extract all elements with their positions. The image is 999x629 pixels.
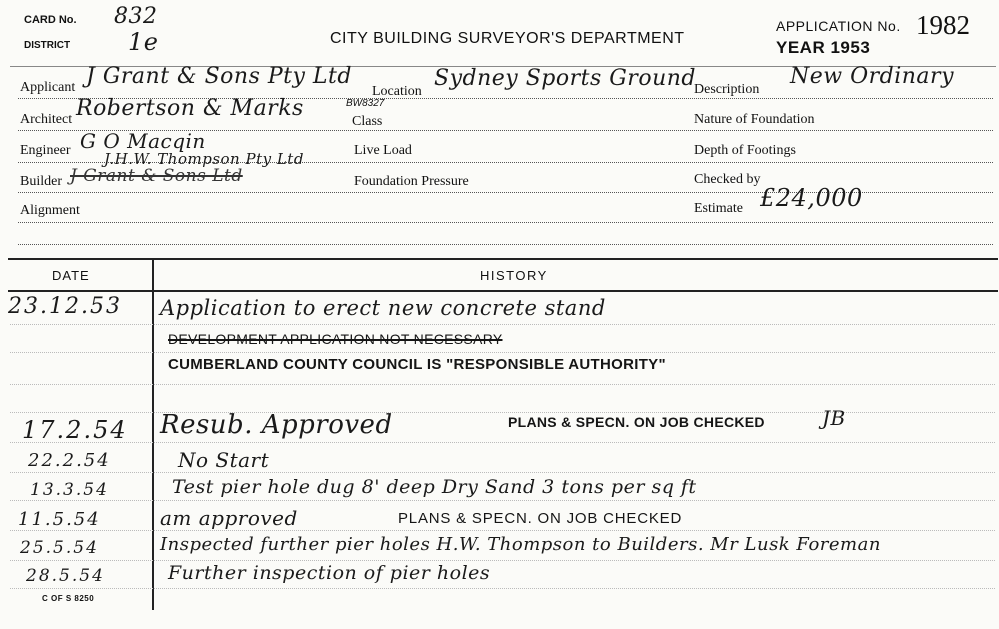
history-row-line [10, 384, 995, 385]
form-number: C OF S 8250 [42, 594, 95, 603]
history-row-line [10, 324, 995, 325]
nature-of-foundation-label: Nature of Foundation [694, 112, 815, 127]
department-title: CITY BUILDING SURVEYOR'S DEPARTMENT [330, 30, 685, 47]
location-label: Location [372, 84, 422, 99]
district-value: 1e [128, 28, 159, 56]
history-row-line [10, 352, 995, 353]
applicant-label: Applicant [20, 80, 76, 95]
history-stamp: PLANS & SPECN. ON JOB CHECKED [398, 510, 683, 527]
history-row-line [10, 588, 995, 589]
class-label: Class [352, 114, 383, 129]
row5-dotted-line [18, 222, 993, 223]
history-stamp: PLANS & SPECN. ON JOB CHECKED [508, 414, 765, 430]
applicant-value: J Grant & Sons Pty Ltd [86, 64, 352, 89]
history-stamp: CUMBERLAND COUNTY COUNCIL IS "RESPONSIBLE AUTHORITY" [168, 356, 666, 373]
history-row-line [10, 560, 995, 561]
location-value: Sydney Sports Ground [434, 66, 696, 91]
history-row-line [10, 412, 995, 413]
description-value: New Ordinary [790, 64, 954, 89]
history-text: Inspected further pier holes H.W. Thompson to Builders. Mr Lusk Foreman [160, 534, 881, 555]
history-date: 22.2.54 [28, 450, 111, 471]
history-row-line [10, 442, 995, 443]
history-date: 11.5.54 [18, 509, 101, 530]
district-label: DISTRICT [24, 40, 71, 51]
table-header-rule [8, 290, 998, 292]
estimate-value: £24,000 [760, 184, 863, 212]
history-date: 23.12.53 [8, 294, 122, 319]
live-load-label: Live Load [354, 143, 412, 158]
history-initials: JB [822, 406, 846, 430]
history-date: 13.3.54 [30, 480, 109, 500]
history-text: Further inspection of pier holes [168, 562, 491, 584]
history-row-line [10, 530, 995, 531]
history-text: Application to erect new concrete stand [160, 296, 606, 320]
engineer-label: Engineer [20, 143, 71, 158]
date-column-divider [152, 258, 154, 610]
date-header: DATE [52, 268, 90, 283]
description-label: Description [694, 82, 760, 97]
estimate-label: Estimate [694, 201, 743, 216]
row6-dotted-line [18, 244, 993, 245]
history-row-line [10, 500, 995, 501]
history-text: am approved [160, 506, 298, 530]
builder-label: Builder [20, 174, 62, 189]
card-no-value: 832 [114, 4, 158, 29]
history-row-line [10, 472, 995, 473]
history-date: 25.5.54 [20, 538, 99, 558]
foundation-pressure-label: Foundation Pressure [354, 174, 469, 189]
class-ref: BW8327 [346, 98, 385, 109]
card-no-label: CARD No. [24, 14, 77, 26]
application-no-label: APPLICATION No. [776, 18, 901, 34]
table-top-rule [8, 258, 998, 260]
year-label: YEAR 1953 [776, 38, 871, 57]
history-header: HISTORY [480, 268, 548, 283]
architect-label: Architect [20, 112, 73, 127]
engineer-value: G O Macqin [80, 129, 206, 153]
history-date: 28.5.54 [26, 566, 105, 586]
alignment-label: Alignment [20, 203, 80, 218]
depth-of-footings-label: Depth of Footings [694, 143, 796, 158]
builder-struck-value: J Grant & Sons Ltd [70, 166, 243, 186]
architect-value: Robertson & Marks [76, 96, 304, 121]
history-date: 17.2.54 [22, 416, 128, 444]
builder-value: J.H.W. Thompson Pty Ltd [104, 150, 304, 168]
application-no-value: 1982 [916, 10, 970, 40]
checked-by-label: Checked by [694, 172, 761, 187]
history-text: Resub. Approved [160, 410, 393, 440]
history-stamp-struck: DEVELOPMENT APPLICATION NOT NECESSARY [168, 331, 503, 347]
history-text: Test pier hole dug 8' deep Dry Sand 3 tons per sq ft [172, 476, 697, 498]
history-text: No Start [178, 448, 270, 472]
